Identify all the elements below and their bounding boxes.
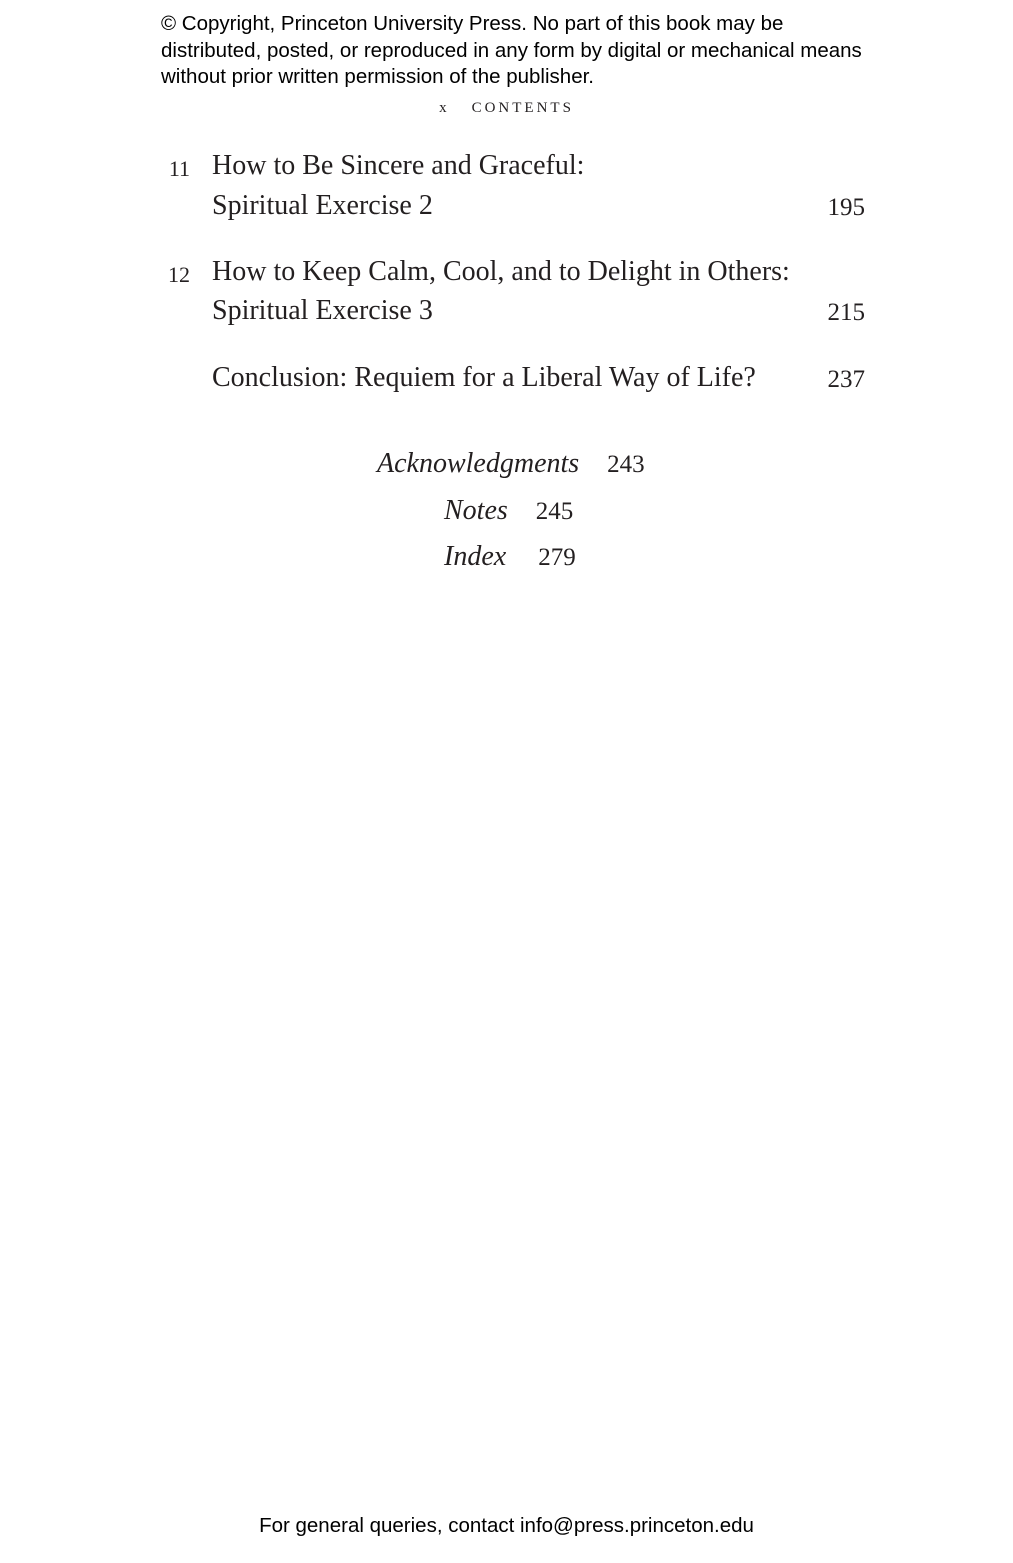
page-number: 215	[827, 299, 865, 326]
chapter-title-line-1: How to Be Sincere and Graceful:	[212, 150, 585, 181]
backmatter-label: Notes	[444, 495, 508, 526]
toc-entry-notes[interactable]	[444, 495, 573, 527]
chapter-title-line-2: Spiritual Exercise 2	[212, 190, 433, 221]
chapter-number: 12	[168, 262, 190, 287]
running-title: CONTENTS	[471, 100, 574, 116]
toc-entry-acknowledgments[interactable]	[377, 448, 645, 480]
page-number: 237	[827, 366, 865, 393]
running-head	[0, 100, 1013, 117]
chapter-title-line-2: Spiritual Exercise 3	[212, 295, 433, 326]
chapter-number: 11	[168, 156, 190, 181]
toc-entry-index[interactable]	[444, 541, 576, 573]
toc-entry-conclusion[interactable]	[160, 362, 865, 402]
page-number: 243	[607, 451, 645, 478]
page-folio: x	[439, 100, 450, 116]
conclusion-title: Conclusion: Requiem for a Liberal Way of Life?	[212, 362, 756, 393]
backmatter-label: Acknowledgments	[377, 448, 580, 479]
contact-footer: For general queries, contact info@press.princeton.edu	[259, 1514, 754, 1537]
page-number: 279	[538, 544, 576, 571]
toc-entry-chapter-11[interactable]	[160, 150, 865, 230]
copyright-notice: © Copyright, Princeton University Press. No part of this book may be distributed, posted, or reproduced in any form by digital or mechanical means without prior written permission of the publisher.	[161, 12, 862, 89]
page-number: 245	[535, 498, 574, 525]
chapter-title-line-1: How to Keep Calm, Cool, and to Delight in Others:	[212, 256, 790, 287]
toc-entry-chapter-12[interactable]	[160, 256, 865, 336]
page-number: 195	[827, 194, 865, 221]
backmatter-label: Index	[444, 541, 507, 572]
